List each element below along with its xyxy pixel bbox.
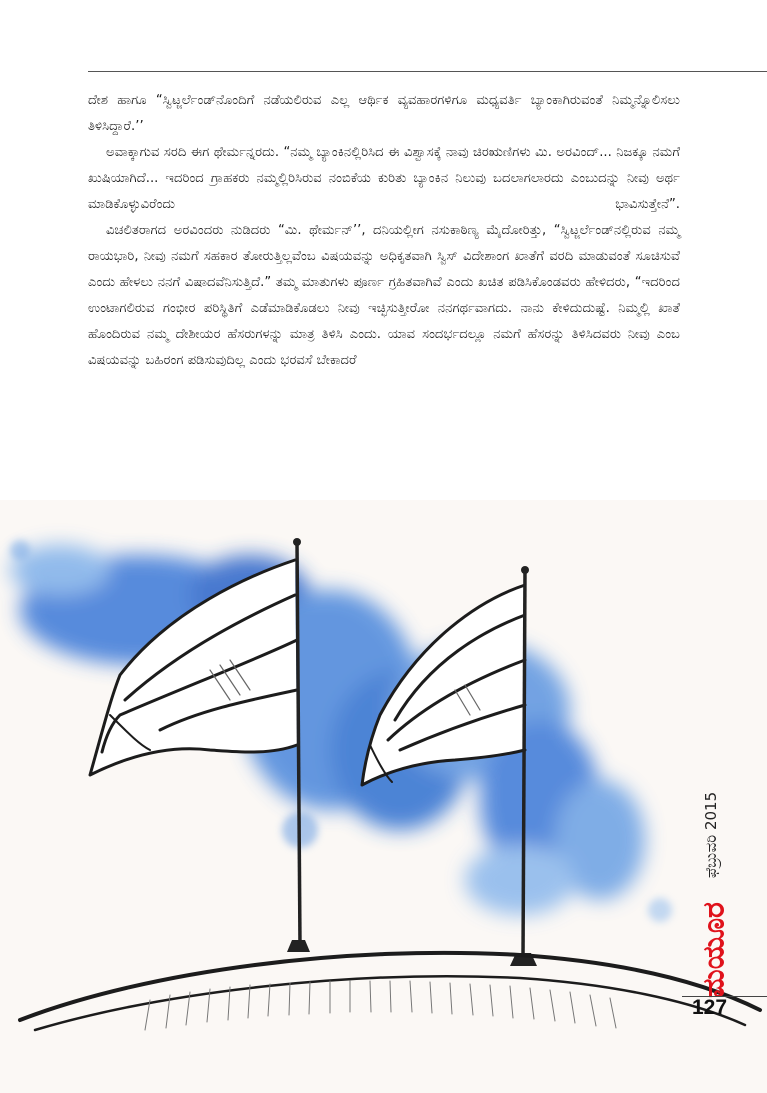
page-number: 127	[692, 996, 728, 1019]
article-body	[88, 88, 680, 374]
header-rule	[88, 71, 767, 72]
flags-illustration	[0, 500, 767, 1093]
article-paragraph-3: ವಿಚಲಿತರಾಗದ ಅರವಿಂದರು ನುಡಿದರು “ಮಿ. ಥೇರ್ಮನ್’’, ದನಿಯಲ್ಲೀಗ ನಸುಕಾಠಿಣ್ಯ ಮೈದೋರಿತ್ತು, “ಸ್ವಿಟ್ಜರ್ಲೆಂಡ್‌ನಲ್ಲಿರುವ ನಮ್ಮ ರಾಯಭಾರಿ, ನೀವು ನಮಗೆ ಸಹಕಾರ ತೋರುತ್ತಿಲ್ಲವೆಂಬ ವಿಷಯವನ್ನು ಅಧಿಕೃತವಾಗಿ ಸ್ವಿಸ್ ವಿದೇಶಾಂಗ ಖಾತೆಗೆ ವರದಿ ಮಾಡುವಂತೆ ಸೂಚಿಸುವೆ ಎಂದು ಹೇಳಲು ನನಗೆ ವಿಷಾದವೆನಿಸುತ್ತಿದೆ.” ತಮ್ಮ ಮಾತುಗಳು ಪೂರ್ಣ ಗ್ರಹಿತವಾಗಿವೆ ಎಂದು ಖಚಿತ ಪಡಿಸಿಕೊಂಡವರು ಹೇಳಿದರು, “ಇದರಿಂದ ಉಂಟಾಗಲಿರುವ ಗಂಭೀರ ಪರಿಸ್ಥಿತಿಗೆ ಎಡೆಮಾಡಿಕೊಡಲು ನೀವು ಇಚ್ಛಿಸುತ್ತೀರೋ ನನಗರ್ಥವಾಗದು. ನಾನು ಕೇಳಿದುದುಷ್ಟೆ. ನಿಮ್ಮಲ್ಲಿ ಖಾತೆ ಹೊಂದಿರುವ ನಮ್ಮ ದೇಶೀಯರ ಹೆಸರುಗಳನ್ನು ಮಾತ್ರ ತಿಳಿಸಿ ಎಂದು. ಯಾವ ಸಂದರ್ಭದಲ್ಲೂ ನಮಗೆ ಹೆಸರನ್ನು ತಿಳಿಸಿದವರು ನೀವು ಎಂಬ ವಿಷಯವನ್ನು ಬಹಿರಂಗ ಪಡಿಸುವುದಿಲ್ಲ ಎಂದು ಭರವಸೆ ಬೇಕಾದರೆ	[88, 223, 680, 368]
issue-date: ಫೆಬ್ರುವರಿ 2015	[702, 791, 720, 879]
article-paragraph-2: ಅವಾಕ್ಕಾಗುವ ಸರದಿ ಈಗ ಥೇರ್ಮನ್ನರದು. “ನಮ್ಮ ಬ್ಯಾಂಕಿನಲ್ಲಿರಿಸಿದ ಈ ವಿಶ್ವಾಸಕ್ಕೆ ನಾವು ಚಿರಋಣಿಗಳು ಮಿ. ಅರವಿಂದ್... ನಿಜಕ್ಕೂ ನಮಗೆ ಖುಷಿಯಾಗಿದೆ... ಇದರಿಂದ ಗ್ರಾಹಕರು ನಮ್ಮಲ್ಲಿರಿಸಿರುವ ನಂಬಿಕೆಯ ಕುರಿತು ಬ್ಯಾಂಕಿನ ನಿಲುವು ಬದಲಾಗಲಾರದು ಎಂಬುದನ್ನು ನೀವು ಅರ್ಥ ಮಾಡಿಕೊಳ್ಳುವಿರೆಂದು ಭಾವಿಸುತ್ತೇನೆ”.	[88, 145, 680, 212]
article-paragraph-1: ದೇಶ ಹಾಗೂ “ಸ್ವಿಟ್ಜರ್ಲೆಂಡ್‌ನೊಂದಿಗೆ ನಡೆಯಲಿರುವ ಎಲ್ಲ ಆರ್ಥಿಕ ವ್ಯವಹಾರಗಳಿಗೂ ಮಧ್ಯವರ್ತಿ ಬ್ಯಾಂಕಾಗಿರುವಂತೆ ನಿಮ್ಮನ್ನೊಲಿಸಲು ತಿಳಿಸಿದ್ದಾರೆ.’’	[88, 93, 680, 134]
magazine-masthead: ಮಯೂರ	[696, 902, 732, 998]
